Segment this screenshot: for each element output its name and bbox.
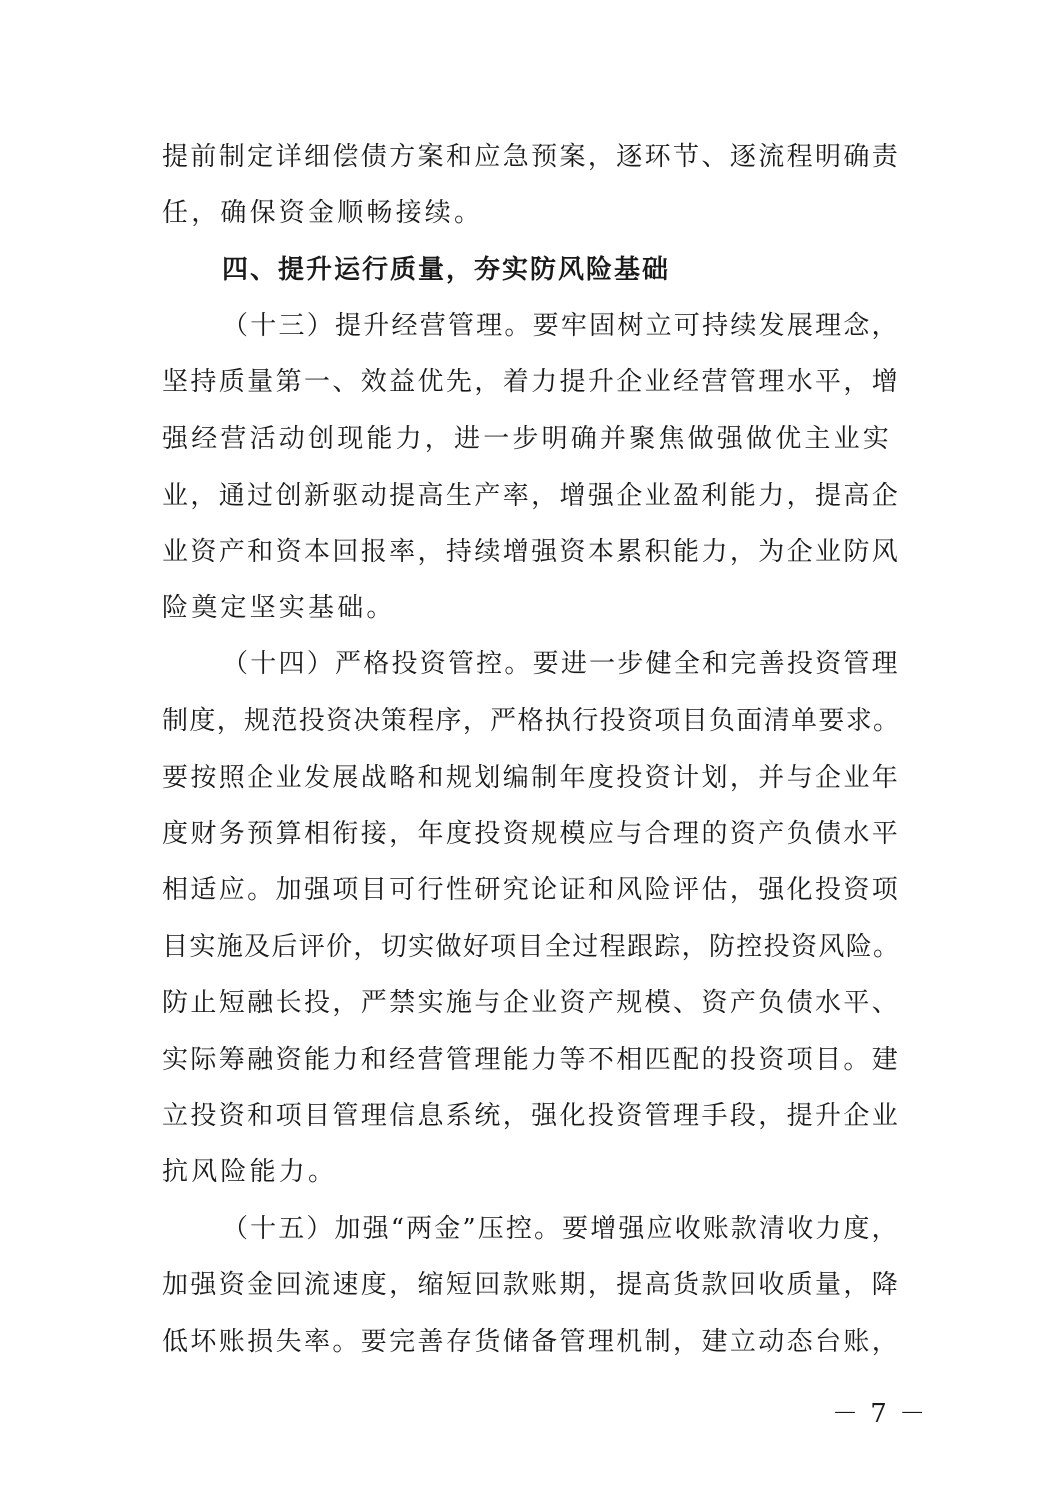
paragraph-13-line: 业资产和资本回报率，持续增强资本累积能力，为企业防风 (162, 537, 901, 567)
paragraph-14-line: 立投资和项目管理信息系统，强化投资管理手段，提升企业 (162, 1101, 901, 1131)
paragraph-14-line: 制度，规范投资决策程序，严格执行投资项目负面清单要求。 (162, 706, 901, 736)
paragraph-15-line: 加强资金回流速度，缩短回款账期，提高货款回收质量，降 (162, 1270, 901, 1300)
paragraph-14-line: 防止短融长投，严禁实施与企业资产规模、资产负债水平、 (162, 988, 901, 1018)
paragraph-14-line: 实际筹融资能力和经营管理能力等不相匹配的投资项目。建 (162, 1045, 901, 1075)
paragraph-14-line: 抗风险能力。 (162, 1157, 338, 1187)
paragraph-14-line: （十四）严格投资管控。要进一步健全和完善投资管理 (222, 649, 900, 679)
page-number: － 7 － (832, 1399, 928, 1429)
text-line: 提前制定详细偿债方案和应急预案，逐环节、逐流程明确责 (162, 142, 901, 172)
paragraph-14-line: 度财务预算相衔接，年度投资规模应与合理的资产负债水平 (162, 819, 901, 849)
text-line: 任，确保资金顺畅接续。 (162, 198, 484, 228)
section-heading: 四、提升运行质量，夯实防风险基础 (222, 255, 671, 285)
paragraph-15-line: 低坏账损失率。要完善存货储备管理机制，建立动态台账， (162, 1327, 901, 1357)
paragraph-13-line: 险奠定坚实基础。 (162, 593, 396, 623)
paragraph-14-line: 相适应。加强项目可行性研究论证和风险评估，强化投资项 (162, 875, 901, 905)
paragraph-14-line: 目实施及后评价，切实做好项目全过程跟踪，防控投资风险。 (162, 932, 901, 962)
paragraph-14-line: 要按照企业发展战略和规划编制年度投资计划，并与企业年 (162, 763, 901, 793)
paragraph-15-line: （十五）加强“两金”压控。要增强应收账款清收力度， (222, 1214, 900, 1244)
paragraph-13-line: 业，通过创新驱动提高生产率，增强企业盈利能力，提高企 (162, 481, 901, 511)
paragraph-13-line: 坚持质量第一、效益优先，着力提升企业经营管理水平，增 (162, 367, 901, 397)
paragraph-13-line: （十三）提升经营管理。要牢固树立可持续发展理念， (222, 311, 900, 341)
paragraph-13-line: 强经营活动创现能力，进一步明确并聚焦做强做优主业实 (162, 424, 893, 454)
